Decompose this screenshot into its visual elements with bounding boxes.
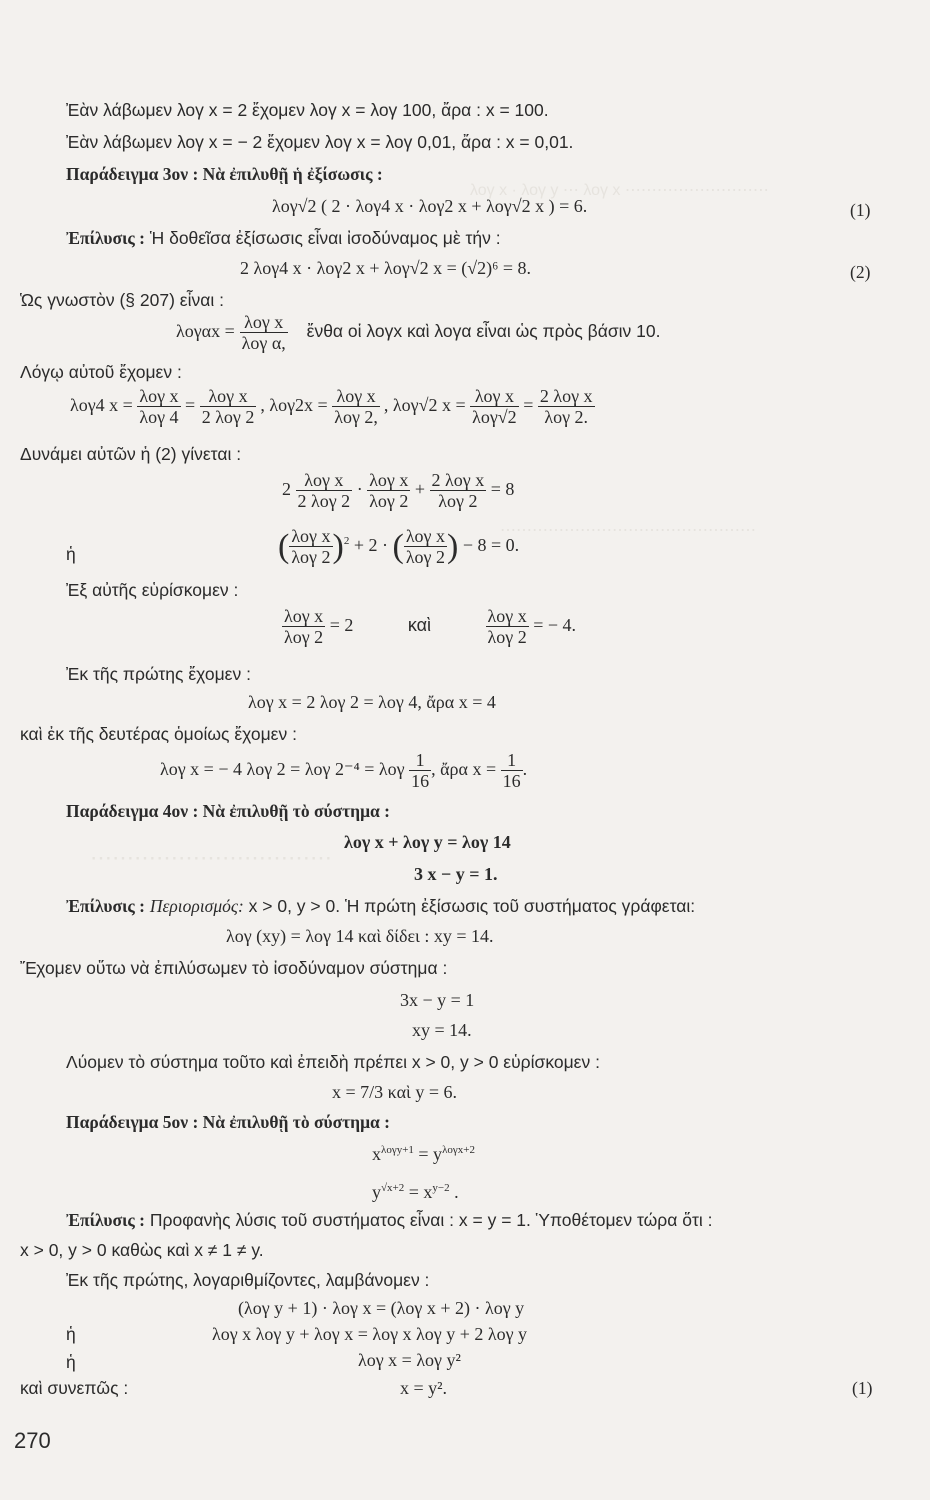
reason-text: Λόγῳ αὐτοῦ ἔχομεν : [20, 362, 182, 382]
or-label-1: ἡ [66, 544, 76, 564]
example-5-title: Παράδειγμα 5ον : Νὰ ἐπιλυθῇ τὸ σύστημα : [66, 1112, 390, 1132]
or-label-2: ἡ [66, 1324, 76, 1344]
bleed-through-2: ⋯⋯⋯⋯⋯⋯⋯⋯⋯⋯⋯⋯⋯⋯⋯⋯ [500, 522, 756, 539]
solution-line-ex3 [66, 228, 501, 248]
restriction-label: Περιορισμός: [149, 896, 244, 916]
text-line-1: Ἐὰν λάβωμεν λογ x = 2 ἔχομεν λογ x = λογ 100, ἄρα : x = 100. [66, 100, 549, 120]
example-5-eq2: $y^{√x+2} = x^{y-2}$ . [372, 1182, 459, 1202]
example-5-condition: x > 0, y > 0 καθὼς καὶ x ≠ 1 ≠ y. [20, 1240, 264, 1260]
example-4-eq1: λογ x + λογ y = λογ 14 [344, 832, 511, 852]
or-label-3: ἡ [66, 1352, 76, 1372]
solution-text: Ἡ δοθεῖσα ἐξίσωσις εἶναι ἰσοδύναμος μὲ τήν : [149, 228, 501, 248]
text-line-2: Ἐὰν λάβωμεν λογ x = − 2 ἔχομεν λογ x = λογ 0,01, ἄρα : x = 0,01. [66, 132, 574, 152]
example-4-s1: 3x − y = 1 [400, 990, 475, 1010]
first-text: Ἐκ τῆς πρώτης ἔχομεν : [66, 664, 251, 684]
change-of-base-formula [176, 310, 660, 353]
two-solutions: $\frac{\text{λογ x}}{\text{λογ 2}}$ = 2 καὶ $\frac{\text{λογ x}}{\text{λογ 2}}$ = − 4. [284, 606, 577, 648]
page-number: 270 [14, 1428, 51, 1453]
example-4-title: Παράδειγμα 4ον : Νὰ ἐπιλυθῇ τὸ σύστημα : [66, 801, 390, 821]
equation-number-1: (1) [850, 200, 871, 220]
from-it-text: Ἐξ αὐτῆς εὑρίσκομεν : [66, 580, 239, 600]
solution-line-ex4: Ἐπίλυσις : Περιορισμός: x > 0, y > 0. Ἡ πρώτη ἐξίσωσις τοῦ συστήματος γράφεται: [66, 896, 696, 916]
equation-number-1b: (1) [852, 1378, 873, 1398]
log-conversions: λογ4 x = $\frac{\text{λογ x}}{\text{λογ 4}}$ = $\frac{\text{λογ x}}{\text{2 λογ 2}}$ , λογ2x = $\frac{\text{λογ x}}{\text{λογ 2,}}$ , λογ√2 x = $\frac{\text{λογ x}}{\text{λογ√2}}$ = $\frac{\text{2 λογ x}}{\text{λογ 2.}}$ [70, 386, 593, 428]
solution-label: Ἐπίλυσις : [66, 228, 145, 248]
known-text: Ὡς γνωστὸν (§ 207) εἶναι : [20, 290, 224, 310]
formula-tail: ἔνθα οἱ λογx καὶ λογα εἶναι ὡς πρὸς βάσιν 10. [306, 321, 661, 341]
example-5-e3: λογ x = λογ y² [358, 1350, 461, 1370]
example-5-eq1: $x^{\lambda o\gamma y+1} = y^{\lambda o\gamma x+2}$ [372, 1144, 475, 1164]
example-4-result: x = 7/3 καὶ y = 6. [332, 1082, 457, 1102]
example-4-solve: Λύομεν τὸ σύστημα τοῦτο καὶ ἐπειδὴ πρέπει x > 0, y > 0 εὑρίσκομεν : [66, 1052, 600, 1072]
formula-lhs: λογαx = [176, 321, 235, 341]
equation-number-2: (2) [850, 262, 871, 282]
second-text: καὶ ἐκ τῆς δευτέρας ὁμοίως ἔχομεν : [20, 724, 297, 744]
dynamei-text: Δυνάμει αὐτῶν ἡ (2) γίνεται : [20, 444, 242, 464]
bleed-through-1: λογ x · λογ y ⋯ λογ x ⋯⋯⋯⋯⋯⋯⋯⋯⋯ [470, 182, 769, 199]
formula-fraction: $\frac{\text{λογ x}}{\text{λογ α,}}$ [241, 311, 286, 353]
quadratic-equation: ( $\frac{\text{λογ x}}{\text{λογ 2}}$ )$^2$ + 2 · ( $\frac{\text{λογ x}}{\text{λογ 2}}$ ) − 8 = 0. [278, 526, 520, 568]
example-4-eq2: 3 x − y = 1. [414, 864, 498, 884]
example-5-e4: x = y². [400, 1378, 448, 1398]
bleed-through-3: ⋯⋯⋯⋯⋯⋯⋯⋯⋯⋯⋯ [90, 845, 332, 870]
example-4-have: Ἔχομεν οὕτω νὰ ἐπιλύσωμεν τὸ ἰσοδύναμον σύστημα : [20, 958, 448, 978]
example-4-s2: xy = 14. [412, 1020, 472, 1040]
example-5-e2: λογ x λογ y + λογ x = λογ x λογ y + 2 λογ y [212, 1324, 528, 1344]
second-result: λογ x = − 4 λογ 2 = λογ 2⁻⁴ = λογ $\frac{1}{16}$ , ἄρα x = $\frac{1}{16}$ . [160, 750, 528, 792]
and-consequently: καὶ συνεπῶς : [20, 1378, 129, 1398]
first-result: λογ x = 2 λογ 2 = λογ 4, ἄρα x = 4 [248, 692, 496, 712]
example-4-line: λογ (xy) = λογ 14 καὶ δίδει : xy = 14. [226, 926, 494, 946]
substituted-equation: 2 $\frac{\text{λογ x}}{\text{2 λογ 2}}$ · $\frac{\text{λογ x}}{\text{λογ 2}}$ + $\frac{\text{2 λογ x}}{\text{λογ 2}}$ = 8 [282, 470, 515, 512]
equation-2: 2 λογ4 x · λογ2 x + λογ√2 x = (√2)⁶ = 8. [240, 258, 532, 278]
example-5-e1: (λογ y + 1) · λογ x = (λογ x + 2) · λογ y [238, 1298, 525, 1318]
example-3-equation: λογ√2 ( 2 · λογ4 x · λογ2 x + λογ√2 x ) = 6. [272, 196, 588, 216]
example-3-title: Παράδειγμα 3ον : Νὰ ἐπιλυθῇ ἡ ἐξίσωσις : [66, 164, 383, 184]
example-5-from: Ἐκ τῆς πρώτης, λογαριθμίζοντες, λαμβάνομεν : [66, 1270, 430, 1290]
solution-line-ex5: Ἐπίλυσις : Προφανὴς λύσις τοῦ συστήματος εἶναι : x = y = 1. Ὑποθέτομεν τώρα ὅτι : [66, 1210, 713, 1230]
